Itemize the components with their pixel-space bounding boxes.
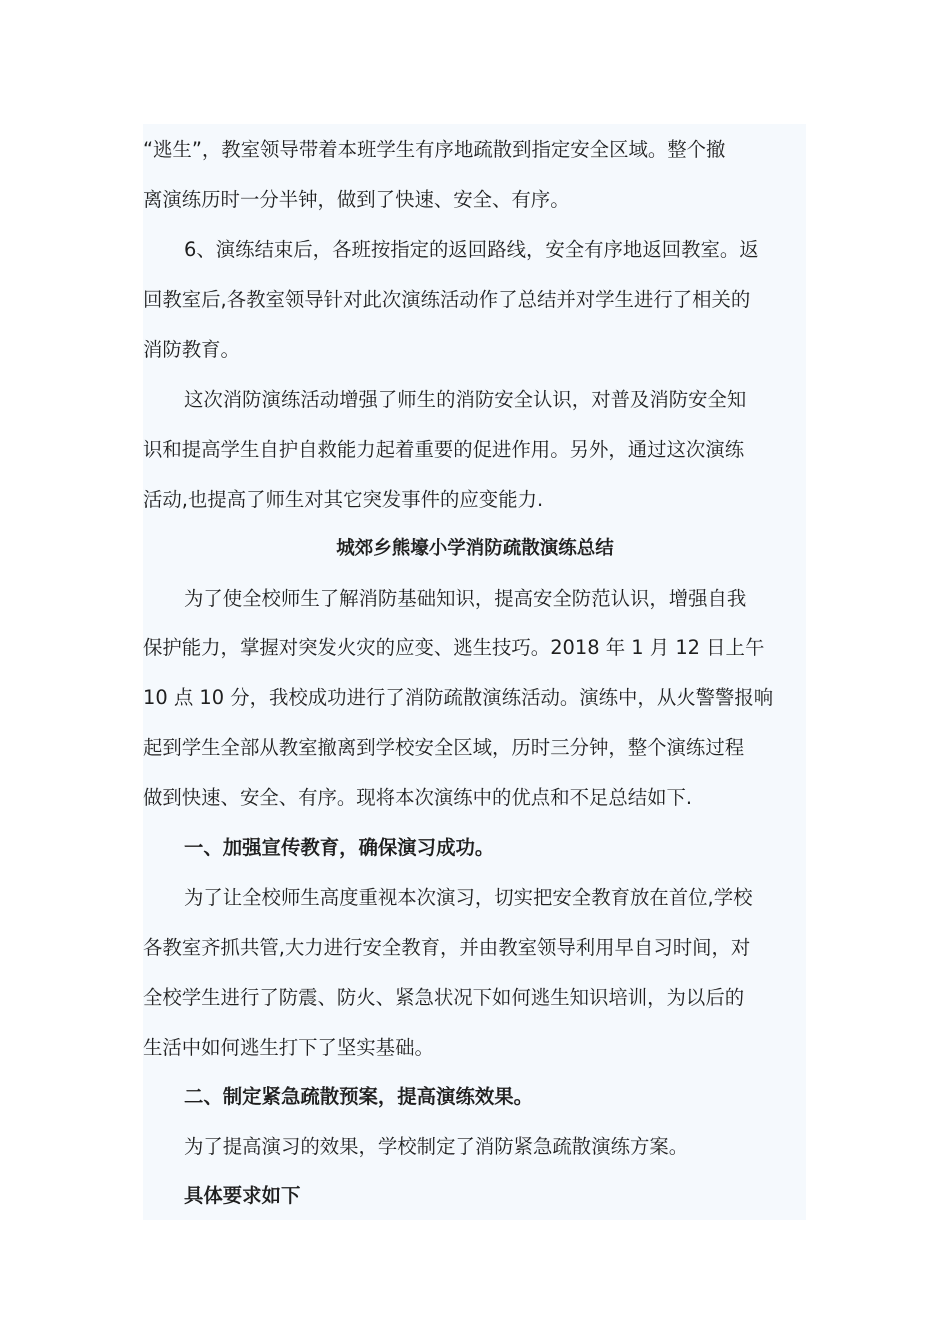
paragraph-line: 做到快速、安全、有序。现将本次演练中的优点和不足总结如下. xyxy=(143,786,693,809)
paragraph-line: 识和提高学生自护自救能力起着重要的促进作用。另外，通过这次演练 xyxy=(143,438,745,461)
paragraph-line: 各教室齐抓共管,大力进行安全教育，并由教室领导利用早自习时间，对 xyxy=(143,936,751,959)
paragraph-line: 起到学生全部从教室撤离到学校安全区域，历时三分钟，整个演练过程 xyxy=(143,736,745,759)
section-title: 城郊乡熊壕小学消防疏散演练总结 xyxy=(336,538,614,559)
paragraph-line: “逃生”，教室领导带着本班学生有序地疏散到指定安全区域。整个撤 xyxy=(143,138,726,161)
paragraph-line: 回教室后,各教室领导针对此次演练活动作了总结并对学生进行了相关的 xyxy=(143,288,751,311)
paragraph-line: 活动,也提高了师生对其它突发事件的应变能力. xyxy=(143,488,544,511)
paragraph-line: 6、演练结束后，各班按指定的返回路线，安全有序地返回教室。返 xyxy=(184,238,759,261)
paragraph-line: 生活中如何逃生打下了坚实基础。 xyxy=(143,1036,434,1059)
subheading: 二、制定紧急疏散预案，提高演练效果。 xyxy=(184,1085,534,1108)
paragraph-line: 为了使全校师生了解消防基础知识，提高安全防范认识，增强自我 xyxy=(184,587,747,610)
subheading: 一、加强宣传教育，确保演习成功。 xyxy=(184,836,495,859)
paragraph-line: 消防教育。 xyxy=(143,338,240,361)
paragraph-line: 离演练历时一分半钟，做到了快速、安全、有序。 xyxy=(143,188,570,211)
subheading: 具体要求如下 xyxy=(184,1184,301,1207)
paragraph-line: 10 点 10 分，我校成功进行了消防疏散演练活动。演练中，从火警警报响 xyxy=(143,686,774,709)
paragraph-line: 这次消防演练活动增强了师生的消防安全认识，对普及消防安全知 xyxy=(184,388,747,411)
paragraph-line: 为了让全校师生高度重视本次演习，切实把安全教育放在首位,学校 xyxy=(184,886,753,909)
paragraph-line: 为了提高演习的效果，学校制定了消防紧急疏散演练方案。 xyxy=(184,1135,689,1158)
paragraph-line: 保护能力，掌握对突发火灾的应变、逃生技巧。2018 年 1 月 12 日上午 xyxy=(143,636,765,659)
paragraph-line: 全校学生进行了防震、防火、紧急状况下如何逃生知识培训，为以后的 xyxy=(143,986,745,1009)
